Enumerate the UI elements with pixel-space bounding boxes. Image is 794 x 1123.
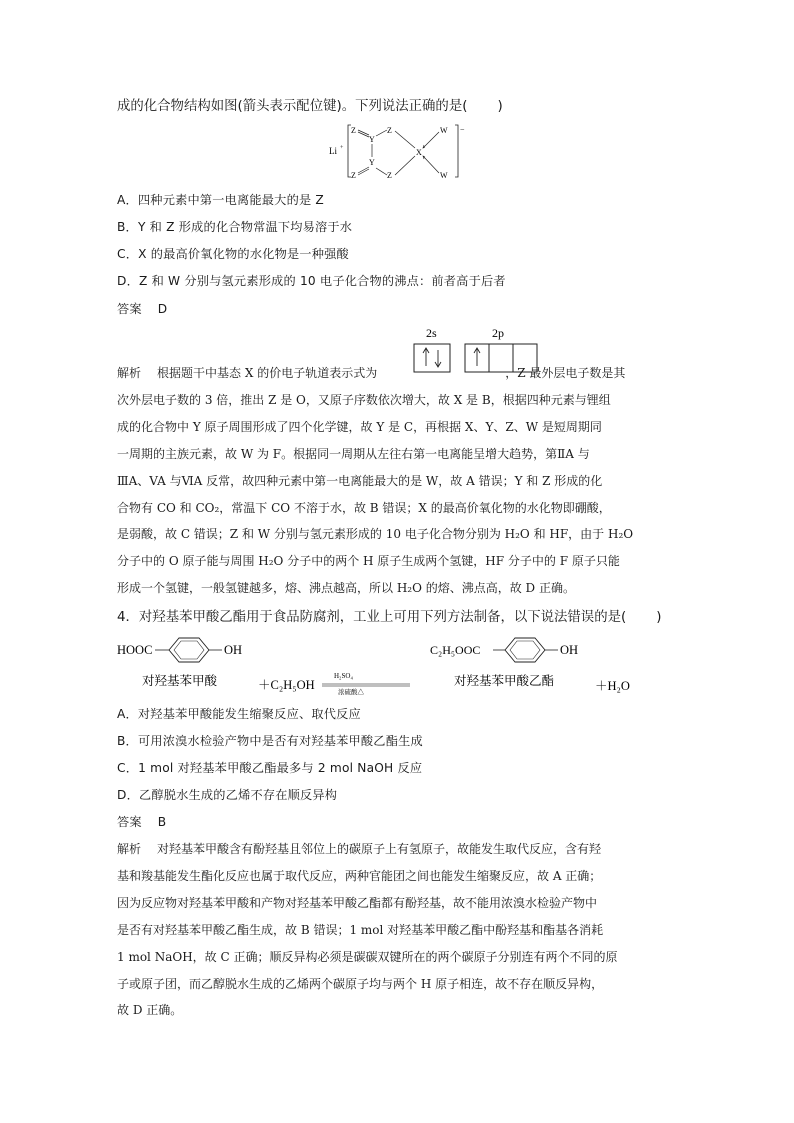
svg-text:Y: Y: [369, 135, 375, 144]
q4-option-b: B．可用浓溴水检验产物中是否有对羟基苯甲酸乙酯生成: [117, 734, 423, 748]
svg-text:OH: OH: [560, 643, 579, 657]
esterification-reaction: [112, 632, 672, 696]
svg-text:C₂H₅OOC: C₂H₅OOC: [430, 643, 481, 657]
explanation-line: 基和羧基能发生酯化反应也属于取代反应，两种官能团之间也能发生缩聚反应，故 A 正确；: [117, 868, 602, 883]
answer-label: 答案: [117, 302, 142, 316]
explanation-line: 分子中的 O 原子能与周围 H₂O 分子中的两个 H 原子生成两个氢键，HF 分子中的 F 原子只能: [117, 554, 620, 569]
explanation-line: 1 mol NaOH，故 C 正确；顺反异构必须是碳碳双键所在的两个碳原子分别连有两个不同的原: [117, 949, 618, 964]
svg-text:W: W: [440, 126, 448, 135]
q3-stem: 成的化合物结构如图(箭头表示配位键)。下列说法正确的是( ): [117, 99, 503, 114]
svg-text:浓硫酸△: 浓硫酸△: [338, 689, 364, 696]
lithium-borate-structure: [325, 120, 475, 182]
explanation-line: 成的化合物中 Y 原子周围形成了四个化学键，故 Y 是 C，再根据 X、Y、Z、W 是短周期同: [117, 419, 602, 434]
explanation-label: 解析: [117, 366, 142, 380]
svg-text:Y: Y: [369, 158, 375, 167]
answer-label: 答案: [117, 815, 142, 829]
answer-value: D: [157, 302, 168, 316]
explanation-line: 子或原子团，而乙醇脱水生成的乙烯两个碳原子均与两个 H 原子相连，故不存在顺反异构，: [117, 976, 604, 991]
product-name: 对羟基苯甲酸乙酯: [454, 673, 555, 688]
q4-option-a: A．对羟基苯甲酸能发生缩聚反应、取代反应: [117, 707, 361, 721]
q3-option-b: B．Y 和 Z 形成的化合物常温下均易溶于水: [117, 220, 353, 234]
q3-explanation: [117, 360, 683, 602]
svg-text:2p: 2p: [492, 326, 504, 340]
li-ion: Li: [329, 146, 337, 156]
reactant-name: 对羟基苯甲酸: [142, 673, 218, 688]
q4-option-d: D．乙醇脱水生成的乙烯不存在顺反异构: [117, 788, 338, 802]
explanation-label: 解析: [117, 842, 142, 856]
explanation-line: 次外层电子数的 3 倍，推出 Z 是 O，又原子序数依次增大，故 X 是 B，根据四种元素与锂组: [117, 392, 611, 407]
explanation-line: 解析 根据题干中基态 X 的价电子轨道表示式为 ，Z 最外层电子数是其: [117, 366, 626, 380]
svg-text:H₂SO₄: H₂SO₄: [334, 672, 353, 680]
explanation-line: 合物有 CO 和 CO₂，常温下 CO 不溶于水，故 B 错误；X 的最高价氧化物的水化物即硼酸，: [117, 500, 611, 515]
svg-text:Z: Z: [387, 126, 392, 135]
q4-stem: 4．对羟基苯甲酸乙酯用于食品防腐剂，工业上可用下列方法制备，以下说法错误的是( ): [117, 610, 662, 625]
svg-text:OH: OH: [224, 643, 243, 657]
svg-text:X: X: [416, 148, 422, 157]
svg-text:Z: Z: [351, 171, 356, 180]
explanation-line: 一周期的主族元素，故 W 为 F。根据同一周期从左往右第一电离能呈增大趋势，第ⅡA 与: [117, 446, 590, 461]
svg-text:W: W: [440, 171, 448, 180]
explanation-line: 是否有对羟基苯甲酸乙酯生成，故 B 错误；1 mol 对羟基苯甲酸乙酯中酚羟基和酯基各消耗: [117, 922, 604, 937]
q4-explanation: [117, 836, 683, 1024]
svg-text:+: +: [340, 145, 344, 151]
svg-text:Z: Z: [387, 171, 392, 180]
q4-answer: [117, 812, 166, 832]
q3-answer: [117, 299, 167, 319]
svg-text:Z: Z: [351, 126, 356, 135]
explanation-line: 因为反应物对羟基苯甲酸和产物对羟基苯甲酸乙酯都有酚羟基，故不能用浓溴水检验产物中: [117, 895, 598, 910]
svg-text:＋H₂O: ＋H₂O: [595, 679, 630, 693]
q4-option-c: C．1 mol 对羟基苯甲酸乙酯最多与 2 mol NaOH 反应: [117, 761, 423, 775]
q3-option-a: A．四种元素中第一电离能最大的是 Z: [117, 193, 324, 207]
q3-option-d: D．Z 和 W 分别与氢元素形成的 10 电子化合物的沸点：前者高于后者: [117, 274, 506, 288]
explanation-line: 解析 对羟基苯甲酸含有酚羟基且邻位上的碳原子上有氢原子，故能发生取代反应，含有羟: [117, 842, 602, 856]
answer-value: B: [157, 815, 167, 829]
q3-option-c: C．X 的最高价氧化物的水化物是一种强酸: [117, 247, 349, 261]
svg-text:−: −: [460, 125, 465, 134]
explanation-line: 故 D 正确。: [117, 1003, 183, 1018]
explanation-line: ⅢA、VA 与ⅥA 反常，故四种元素中第一电离能最大的是 W，故 A 错误；Y 和 Z 形成的化: [117, 473, 603, 488]
svg-text:HOOC: HOOC: [117, 643, 153, 657]
explanation-line: 形成一个氢键，一般氢键越多，熔、沸点越高，所以 H₂O 的熔、沸点高，故 D 正确。: [117, 581, 575, 596]
svg-text:2s: 2s: [426, 326, 437, 340]
explanation-line: 是弱酸，故 C 错误；Z 和 W 分别与氢元素形成的 10 电子化合物分别为 H₂O 和 HF，由于 H₂O: [117, 527, 634, 542]
svg-text:＋C₂H₅OH: ＋C₂H₅OH: [258, 678, 315, 692]
